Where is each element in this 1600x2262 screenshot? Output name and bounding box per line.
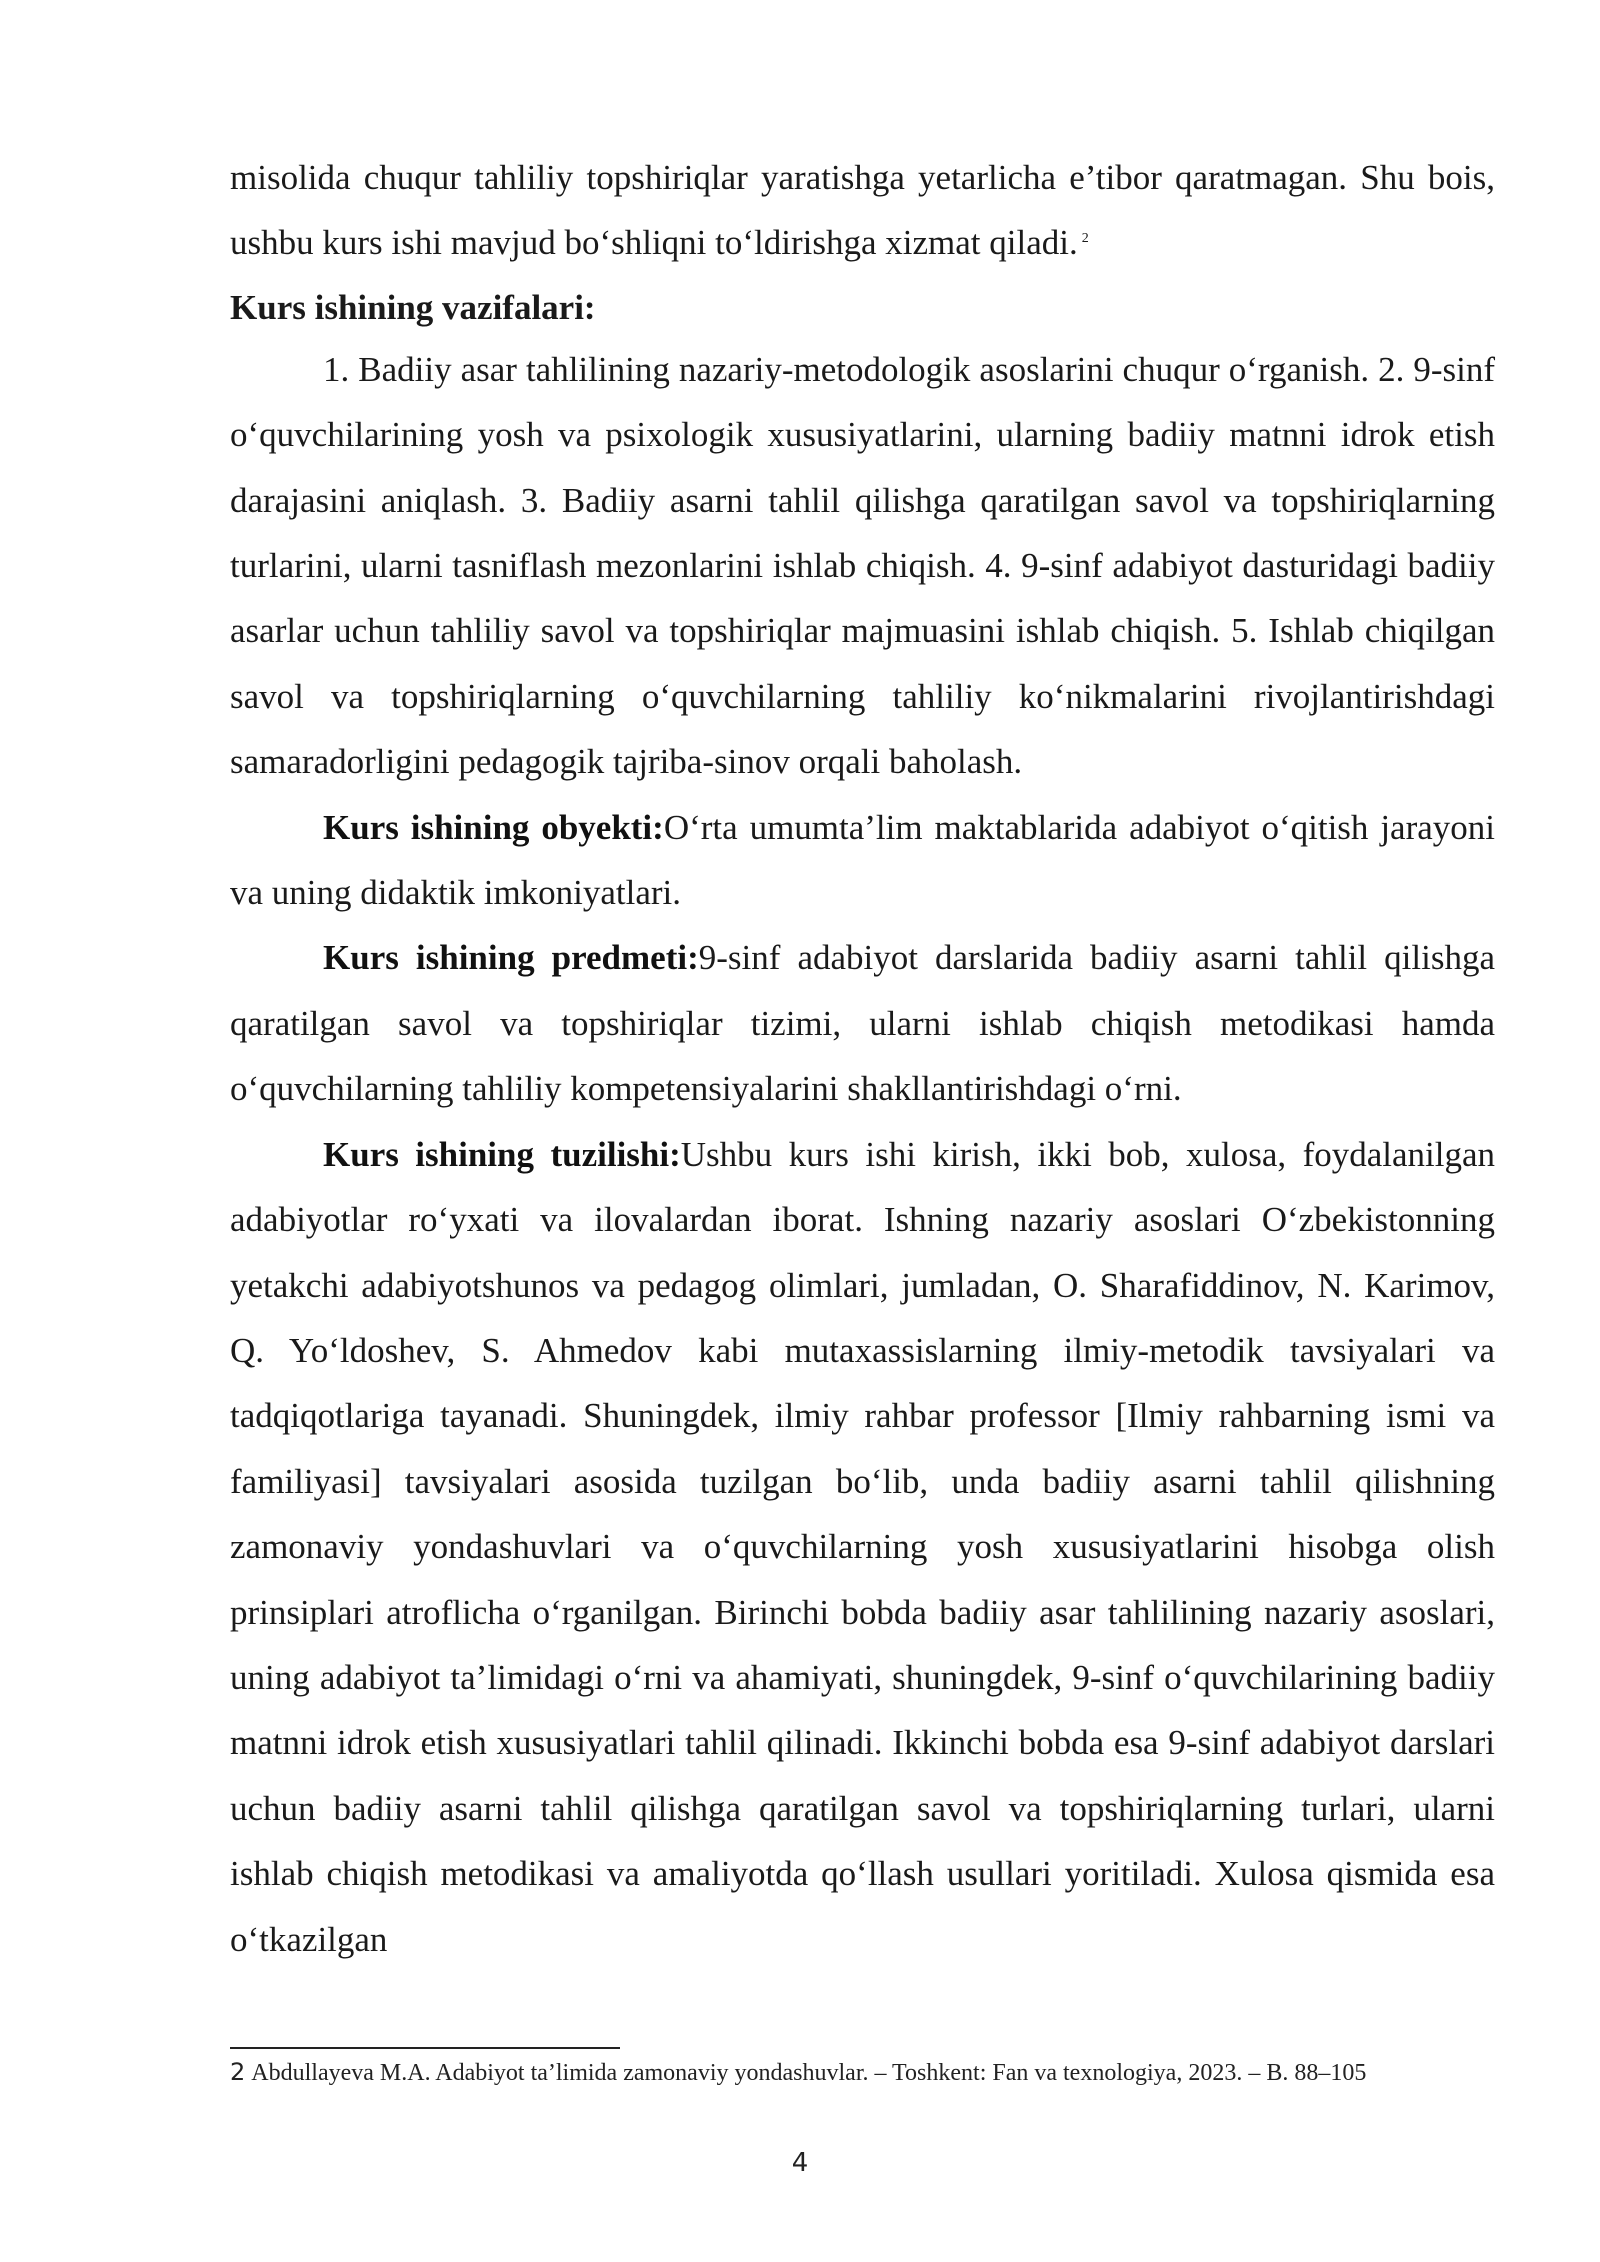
object-label: Kurs ishining obyekti: [323, 807, 664, 847]
footnote-reference[interactable]: 2 [1081, 231, 1089, 247]
footnote-text: Abdullayeva M.A. Adabiyot ta’limida zamonaviy yondashuvlar. – Toshkent: Fan va texnologiya, 2023. – B. 88–105 [251, 2060, 1367, 2086]
structure-label: Kurs ishining tuzilishi: [323, 1134, 681, 1174]
subject-text: 9-sinf adabiyot darslarida badiiy asarni tahlil qilishga qaratilgan savol va topshiriqlar tizimi, ularni ishlab chiqish metodikasi hamda o‘quvchilarning tahliliy kompetensiyalarini shakllantirishdagi o‘rni. [230, 938, 1495, 1109]
paragraph-subject [230, 925, 1495, 1121]
footnote [230, 2057, 1485, 2088]
subject-label: Kurs ishining predmeti: [323, 938, 699, 978]
structure-text: Ushbu kurs ishi kirish, ikki bob, xulosa, foydalanilgan adabiyotlar ro‘yxati va ilovalardan iborat. Ishning nazariy asoslari O‘zbekistonning yetakchi adabiyotshunos va pedagog olimlari, jumladan, O. Sharafiddinov, N. Karimov, Q. Yo‘ldoshev, S. Ahmedov kabi mutaxassislarning ilmiy-metodik tavsiyalari va tadqiqotlariga tayanadi. Shuningdek, ilmiy rahbar professor [Ilmiy rahbarning ismi va familiyasi] tavsiyalari asosida tuzilgan bo‘lib, unda badiiy asarni tahlil qilishning zamonaviy yondashuvlari va o‘quvchilarning yosh xususiyatlarini hisobga olish prinsiplari atroflicha o‘rganilgan. Birinchi bobda badiiy asar tahlilining nazariy asoslari, uning adabiyot ta’limidagi o‘rni va ahamiyati, shuningdek, 9-sinf o‘quvchilarining badiiy matnni idrok etish xususiyatlari tahlil qilinadi. Ikkinchi bobda esa 9-sinf adabiyot darslari uchun badiiy asarni tahlil qilishga qaratilgan savol va topshiriqlarning turlari, ularni ishlab chiqish metodikasi va amaliyotda qo‘llash usullari yoritiladi. Xulosa qismida esa o‘tkazilgan [230, 1134, 1495, 1959]
paragraph-object [230, 795, 1495, 926]
paragraph-intro-continuation [230, 145, 1495, 276]
paragraph-tasks-list: 1. Badiiy asar tahlilining nazariy-metodologik asoslarini chuqur o‘rganish. 2. 9-sinf o‘quvchilarining yosh va psixologik xususiyatlarini, ularning badiiy matnni idrok etish darajasini aniqlash. 3. Badiiy asarni tahlil qilishga qaratilgan savol va topshiriqlarning turlarini, ularni tasniflash mezonlarini ishlab chiqish. 4. 9-sinf adabiyot dasturidagi badiiy asarlar uchun tahliliy savol va topshiriqlar majmuasini ishlab chiqish. 5. Ishlab chiqilgan savol va topshiriqlarning o‘quvchilarning tahliliy ko‘nikmalarini rivojlantirishdagi samaradorligini pedagogik tajriba-sinov orqali baholash. [230, 349, 1495, 782]
paragraph-structure [230, 1122, 1495, 1972]
footnote-number: 2 [230, 2058, 246, 2086]
paragraph-text: misolida chuqur tahliliy topshiriqlar yaratishga yetarlicha e’tibor qaratmagan. Shu bois, ushbu kurs ishi mavjud bo‘shliqni to‘ldirishga xizmat qiladi. [230, 158, 1495, 263]
page-number: 4 [791, 2148, 809, 2178]
section-heading-tasks: Kurs ishining vazifalari: [230, 287, 596, 327]
document-body [230, 145, 1495, 1972]
footnote-separator [230, 2047, 620, 2049]
object-text: O‘rta umumta’lim maktablarida adabiyot o‘qitish jarayoni va uning didaktik imkoniyatlari. [230, 807, 1495, 913]
